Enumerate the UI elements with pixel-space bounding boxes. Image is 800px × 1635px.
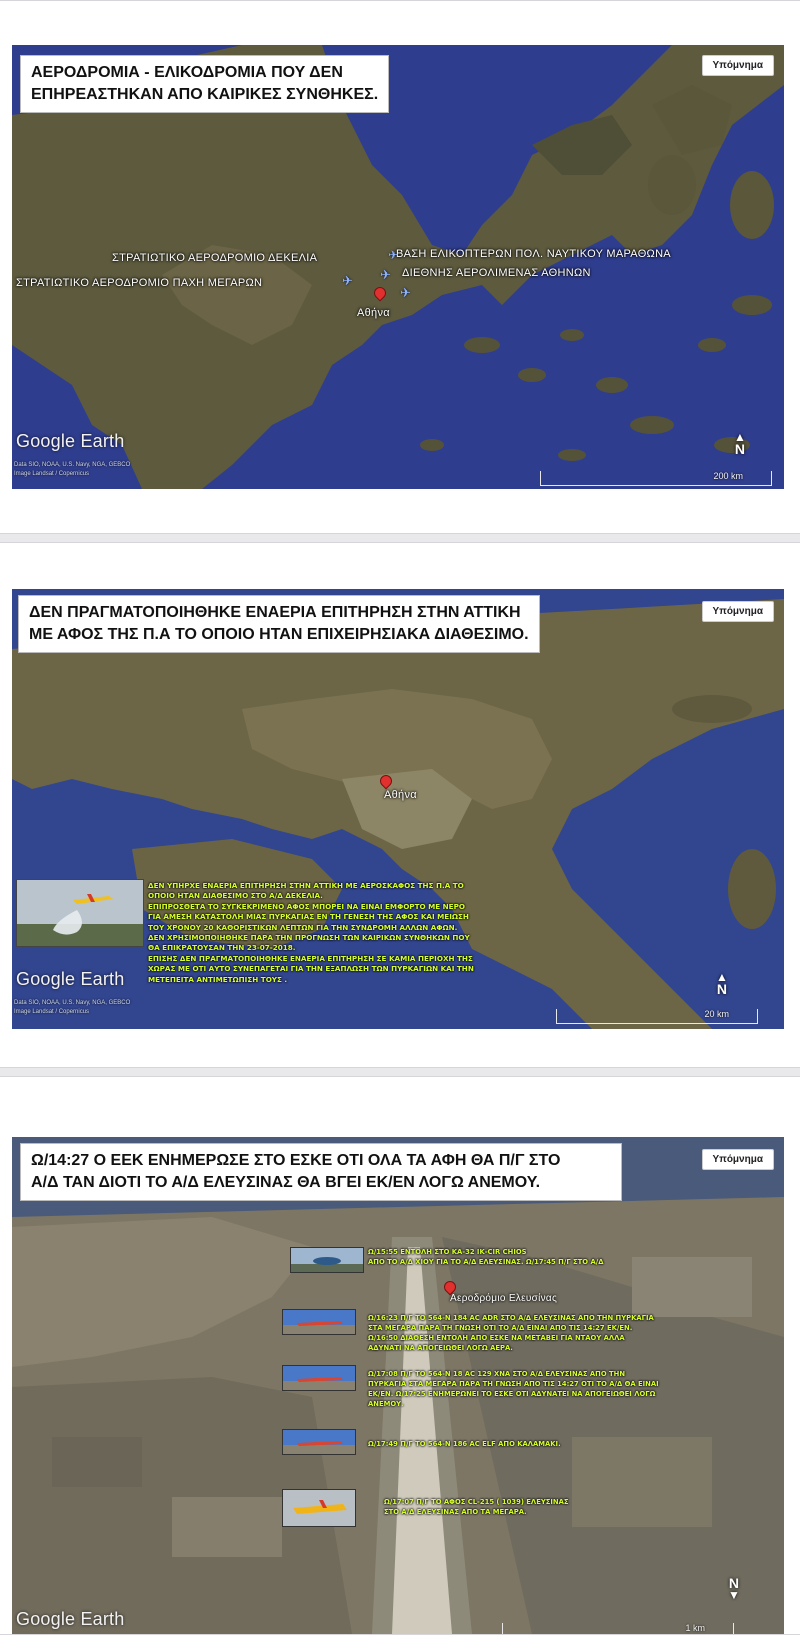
page-3 [0,1076,800,1635]
aircraft-thumb-image [283,1366,355,1390]
helicopter-icon: ✈ [388,248,399,262]
legend-button[interactable]: Υπόμνημα [702,55,775,76]
athens-label: Αθήνα [357,307,390,319]
map-slide-1 [12,45,784,489]
airplane-icon: ✈ [380,267,391,282]
event-text: Ω/17:08 Π/Γ ΤΟ 564-Ν 18 ΑC 129 ΧΝΑ ΣΤΟ Α/Δ ΕΛΕΥΣΙΝΑΣ ΑΠΟ ΤΗΝ ΠΥΡΚΑΓΙΑ ΣΤΑ ΜΕΓΑΡΑ ΠΑΡΑ ΤΗ ΓΝΩΣΗ ΑΠΟ ΤΙΣ 14:27 ΟΤΙ ΤΟ Α/Δ ΘΑ ΕΙΝΑΙ ΕΚ/ΕΝ. Ω/17:25 ΕΝΗΜΕΡΩΝΕΙ ΤΟ ΕΣΚΕ ΟΤΙ ΑΔΥΝΑΤΕΙ ΝΑ ΑΠΟΓΕΙΩΘΕΙ ΛΟΓΩ ΑΝΕΜΟΥ. [368,1370,659,1408]
marathon-heli-base-label: ΒΑΣΗ ΕΛΙΚΟΠΤΕΡΩΝ ΠΟΛ. ΝΑΥΤΙΚΟΥ ΜΑΡΑΘΩΝΑ [396,248,671,260]
aircraft-thumb-image [283,1310,355,1334]
aircraft-photo [282,1429,356,1455]
google-earth-logo: Google Earth [16,1609,125,1629]
google-earth-logo: Google Earth [16,431,125,451]
event-text: Ω/16:23 Π/Γ ΤΟ 564-Ν 184 ΑC ADR ΣΤΟ Α/Δ ΕΛΕΥΣΙΝΑΣ ΑΠΟ ΤΗΝ ΠΥΡΚΑΓΙΑ ΣΤΑ ΜΕΓΑΡΑ ΠΑΡΑ ΤΗ ΓΝΩΣΗ ΟΤΙ ΤΟ Α/Δ ΕΙΝΑΙ ΑΠΟ ΤΙΣ 14:27 ΕΚ/ΕΝ. Ω/16:50 ΔΙΑΘΕΣΗ ΕΝΤΟΛΗ ΑΠΟ ΕΣΚΕ ΝΑ ΜΕΤΑΒΕΙ ΓΙΑ ΝΤΑΟΥ ΑΛΛΑ ΑΔΥΝΑΤΙ ΝΑ ΑΠΟΓΕΙΩΘΕΙ ΛΟΓΩ ΑΕΡΑ. [368,1314,654,1352]
north-arrow-icon: N ▼ [728,1575,740,1602]
title-line-1: ΔΕΝ ΠΡΑΓΜΑΤΟΠΟΙΗΘΗΚΕ ΕΝΑΕΡΙΑ ΕΠΙΤΗΡΗΣΗ ΣΤΗΝ ΑΤΤΙΚΗ [29,604,521,621]
canadair-thumb-image [283,1490,355,1526]
title-line-2: ΕΠΗΡΕΑΣΤΗΚΑΝ ΑΠΟ ΚΑΙΡΙΚΕΣ ΣΥΝΘΗΚΕΣ. [31,86,379,103]
aircraft-photo [282,1309,356,1335]
page-1 [0,0,800,534]
title-line-2: Α/Δ ΤΑΝ ΔΙΟΤΙ ΤΟ Α/Δ ΕΛΕΥΣΙΝΑΣ ΘΑ ΒΓΕΙ ΕΚ/ΕΝ ΛΟΓΩ ΑΝΕΜΟΥ. [31,1174,541,1191]
map-slide-3 [12,1137,784,1634]
title-line-2: ΜΕ ΑΦΟΣ ΤΗΣ Π.Α ΤΟ ΟΠΟΙΟ ΗΤΑΝ ΕΠΙΧΕΙΡΗΣΙΑΚΑ ΔΙΑΘΕΣΙΜΟ. [29,626,529,643]
title-line-1: Ω/14:27 Ο ΕΕΚ ΕΝΗΜΕΡΩΣΕ ΣΤΟ ΕΣΚΕ ΟΤΙ ΟΛΑ ΤΑ ΑΦΗ ΘΑ Π/Γ ΣΤΟ [31,1152,561,1169]
dekelia-label: ΣΤΡΑΤΙΩΤΙΚΟ ΑΕΡΟΔΡΟΜΙΟ ΔΕΚΕΛΙΑ [112,252,318,264]
legend-button[interactable]: Υπόμνημα [702,601,775,622]
firefighting-aircraft-photo [16,879,144,947]
surveillance-note: ΔΕΝ ΥΠΗΡΧΕ ΕΝΑΕΡΙΑ ΕΠΙΤΗΡΗΣΗ ΣΤΗΝ ΑΤΤΙΚΗ ΜΕ ΑΕΡΟΣΚΑΦΟΣ ΤΗΣ Π.Α ΤΟ ΟΠΟΙΟ ΗΤΑΝ ΔΙΑΘΕΣΙΜΟ ΣΤΟ Α/Δ ΔΕΚΕΛΙΑ. ΕΠΙΠΡΟΣΘΕΤΑ ΤΟ ΣΥΓΚΕΚΡΙΜΕΝΟ ΑΦΟΣ ΜΠΟΡΕΙ ΝΑ ΕΙΝΑΙ ΕΜΦΟΡΤΟ ΜΕ ΝΕΡΟ ΓΙΑ ΑΜΕΣΗ ΚΑΤΑΣΤΟΛΗ ΜΙΑΣ ΠΥΡΚΑΓΙΑΣ ΕΝ ΤΗ ΓΕΝΕΣΗ ΤΗΣ ΑΦΟΣ ΚΑΙ ΜΕΙΩΣΗ ΤΟΥ ΧΡΟΝΟΥ 20 ΚΑΘΟΡΙΣΤΙΚΩΝ ΛΕΠΤΩΝ ΓΙΑ ΤΗΝ ΣΥΝΔΡΟΜΗ ΑΛΛΩΝ ΑΦΩΝ. ΔΕΝ ΧΡΗΣΙΜΟΠΟΙΗΘΗΚΕ ΠΑΡΑ ΤΗΝ ΠΡΟΓΝΩΣΗ ΤΩΝ ΚΑΙΡΙΚΩΝ ΣΥΝΘΗΚΩΝ ΠΟΥ ΘΑ ΕΠΙΚΡΑΤΟΥΣΑΝ ΤΗΝ 23-07-2018. ΕΠΙΣΗΣ ΔΕΝ ΠΡΑΓΜΑΤΟΠΟΙΗΘΗΚΕ ΕΝΑΕΡΙΑ ΕΠΙΤΗΡΗΣΗ ΣΕ ΚΑΜΙΑ ΠΕΡΙΟΧΗ ΤΗΣ ΧΩΡΑΣ ΜΕ ΟΤΙ ΑΥΤΟ ΣΥΝΕΠΑΓΕΤΑΙ ΓΙΑ ΤΗΝ ΕΞΑΠΛΩΣΗ ΤΩΝ ΠΥΡΚΑΓΙΩΝ ΚΑΙ ΤΗΝ ΜΕΤΕΠΕΙΤΑ ΑΝΤΙΜΕΤΩΠΙΣΗ ΤΟΥΣ . [148,881,474,984]
map-credits: Data SIO, NOAA, U.S. Navy, NGA, GEBCO Image Landsat / Copernicus [14,462,131,477]
north-arrow-icon: ▲ N [734,430,746,457]
canadair-drop-image [17,880,143,946]
elefsina-airport-label: Αεροδρόμιο Ελευσίνας [450,1293,558,1304]
slide-1-title [20,55,389,113]
scale-bar: 200 km [540,471,772,486]
pachi-megaron-label: ΣΤΡΑΤΙΩΤΙΚΟ ΑΕΡΟΔΡΟΜΙΟ ΠΑΧΗ ΜΕΓΑΡΩΝ [16,277,263,289]
airplane-icon: ✈ [342,273,353,288]
title-line-1: ΑΕΡΟΔΡΟΜΙΑ - ΕΛΙΚΟΔΡΟΜΙΑ ΠΟΥ ΔΕΝ [31,64,343,81]
slide-3-title [20,1143,622,1201]
event-text: Ω/15:55 ΕΝΤΟΛΗ ΣΤΟ ΚΑ-32 ΙΚ-CIR CHIOS ΑΠΟ ΤΟ Α/Δ ΧΙΟΥ ΓΙΑ ΤΟ Α/Δ ΕΛΕΥΣΙΝΑΣ. Ω/17:45 Π/Γ ΣΤΟ Α/Δ [368,1248,604,1266]
airplane-icon: ✈ [400,285,411,300]
north-arrow-icon: ▲ N [716,970,728,997]
helicopter-thumb-image [291,1248,363,1272]
athens-airport-label: ΔΙΕΘΝΗΣ ΑΕΡΟΛΙΜΕΝΑΣ ΑΘΗΝΩΝ [402,267,591,279]
aircraft-photo [282,1365,356,1391]
map-credits: Data SIO, NOAA, U.S. Navy, NGA, GEBCO Image Landsat / Copernicus [14,1000,131,1015]
scale-bar: 1 km [502,1623,734,1634]
helicopter-photo [290,1247,364,1273]
canadair-photo [282,1489,356,1527]
event-text: Ω/17:07 Π/Γ ΤΟ ΑΦΟΣ CL-215 ( 1039) ΕΛΕΥΣΙΝΑΣ ΣΤΟ Α/Δ ΕΛΕΥΣΙΝΑΣ ΑΠΟ ΤΑ ΜΕΓΑΡΑ. [384,1498,569,1516]
scale-bar: 20 km [556,1009,758,1024]
legend-button[interactable]: Υπόμνημα [702,1149,775,1170]
page-2 [0,542,800,1068]
athens-label: Αθήνα [384,789,417,801]
slide-2-title [18,595,540,653]
map-slide-2 [12,589,784,1029]
google-earth-logo: Google Earth [16,969,125,989]
aircraft-thumb-image [283,1430,355,1454]
event-text: Ω/17:49 Π/Γ ΤΟ 564-Ν 186 ΑC ELF ΑΠΟ ΚΑΛΑΜΑΚΙ. [368,1440,561,1448]
